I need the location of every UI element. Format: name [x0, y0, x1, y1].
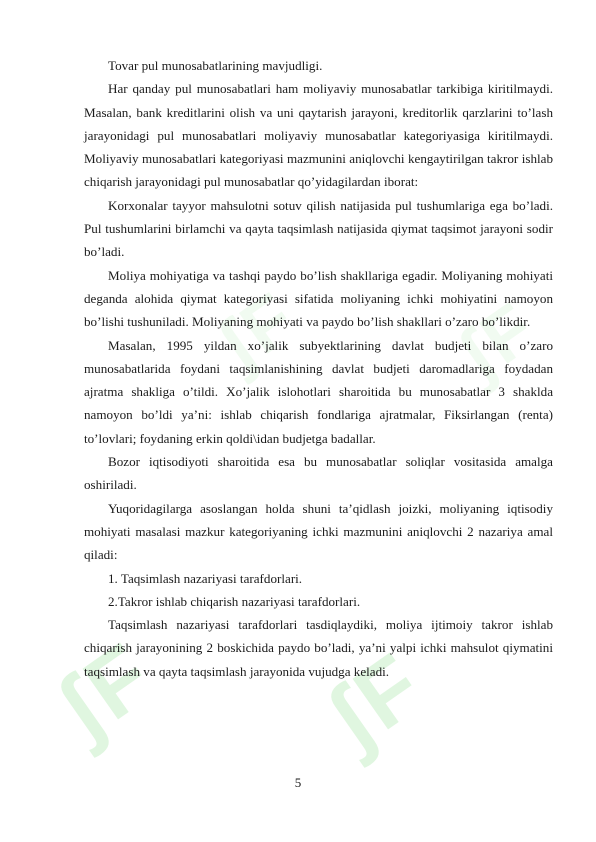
list-item: 1. Taqsimlash nazariyasi tarafdorlari. — [108, 570, 303, 586]
paragraph: Har qanday pul munosabatlari ham moliyaviy munosabatlar tarkibiga kiritilmaydi. Masalan, bank kreditlarini olish va uni qaytarish jarayoni, kreditorlik qarzlarini to’lash jarayonidagi pul munosabatlari moliyaviy munosabatlar kategoriyasiga kiritilmaydi. Moliyaviy munosabatlari kategoriyasi mazmunini aniqlovchi kengaytirilgan takror ishlab chiqarish jarayonidagi pul munosabatlar qo’yidagilardan iborat: — [84, 81, 553, 190]
watermark-logo: ʃF — [309, 633, 443, 769]
body-text — [84, 54, 553, 683]
page-number: 5 — [294, 775, 302, 790]
paragraph: Masalan, 1995 yildan xo’jalik subyektlarining davlat budjeti bilan o’zaro munosabatlarida foydani taqsimlanishining davlat budjeti daromadlariga foydadan ajratma shakliga o’tildi. Xo’jalik islohotlari sharoitida bu munosabatlar 3 shaklda namoyon bo’ldi ya’ni: ishlab chiqarish fondlariga ajratmalar, Fiksirlangan (renta) to’lovlari; foydaning erkin qoldi\idan budjetga badallar. — [84, 337, 553, 446]
paragraph: Tovar pul munosabatlarining mavjudligi. — [108, 58, 323, 73]
paragraph: Taqsimlash nazariyasi tarafdorlari tasdiqlaydiki, moliya ijtimoiy takror ishlab chiqarish jarayonining 2 boskichida paydo bo’ladi, ya’ni yalpi ichki mahsulot qiymatini taqsimlash va qayta taqsimlash jarayonida vujudga keladi. — [84, 617, 553, 679]
paragraph: Moliya mohiyatiga va tashqi paydo bo’lish shakllariga egadir. Moliyaning mohiyati deganda alohida qiymat kategoriyasi sifatida moliyaning ichki mohiyatini namoyon bo’lishi tushuniladi. Moliyaning mohiyati va paydo bo’lish shakllari o’zaro bo’likdir. — [84, 267, 553, 330]
list-item: 2.Takror ishlab chiqarish nazariyasi tarafdorlari. — [108, 593, 361, 609]
paragraph: Bozor iqtisodiyoti sharoitida esa bu munosabatlar soliqlar vositasida amalga oshiriladi. — [84, 454, 553, 493]
watermark-logo: ʃF — [39, 623, 173, 759]
watermark-logo: ʃF — [443, 286, 553, 396]
paragraph: Yuqoridagilarga asoslangan holda shuni ta’qidlash joizki, moliyaning iqtisodiy mohiyati masalasi mazkur kategoriyaning ichki mazmunini aniqlovchi 2 nazariya amal qiladi: — [84, 500, 553, 563]
paragraph: Korxonalar tayyor mahsulotni sotuv qilish natijasida pul tushumlariga ega bo’ladi. Pul tushumlarini birlamchi va qayta taqsimlash natijasida qiymat taqsimot jarayoni sodir bo’ladi. — [84, 197, 553, 260]
watermark-logo: ʃF — [203, 276, 313, 386]
